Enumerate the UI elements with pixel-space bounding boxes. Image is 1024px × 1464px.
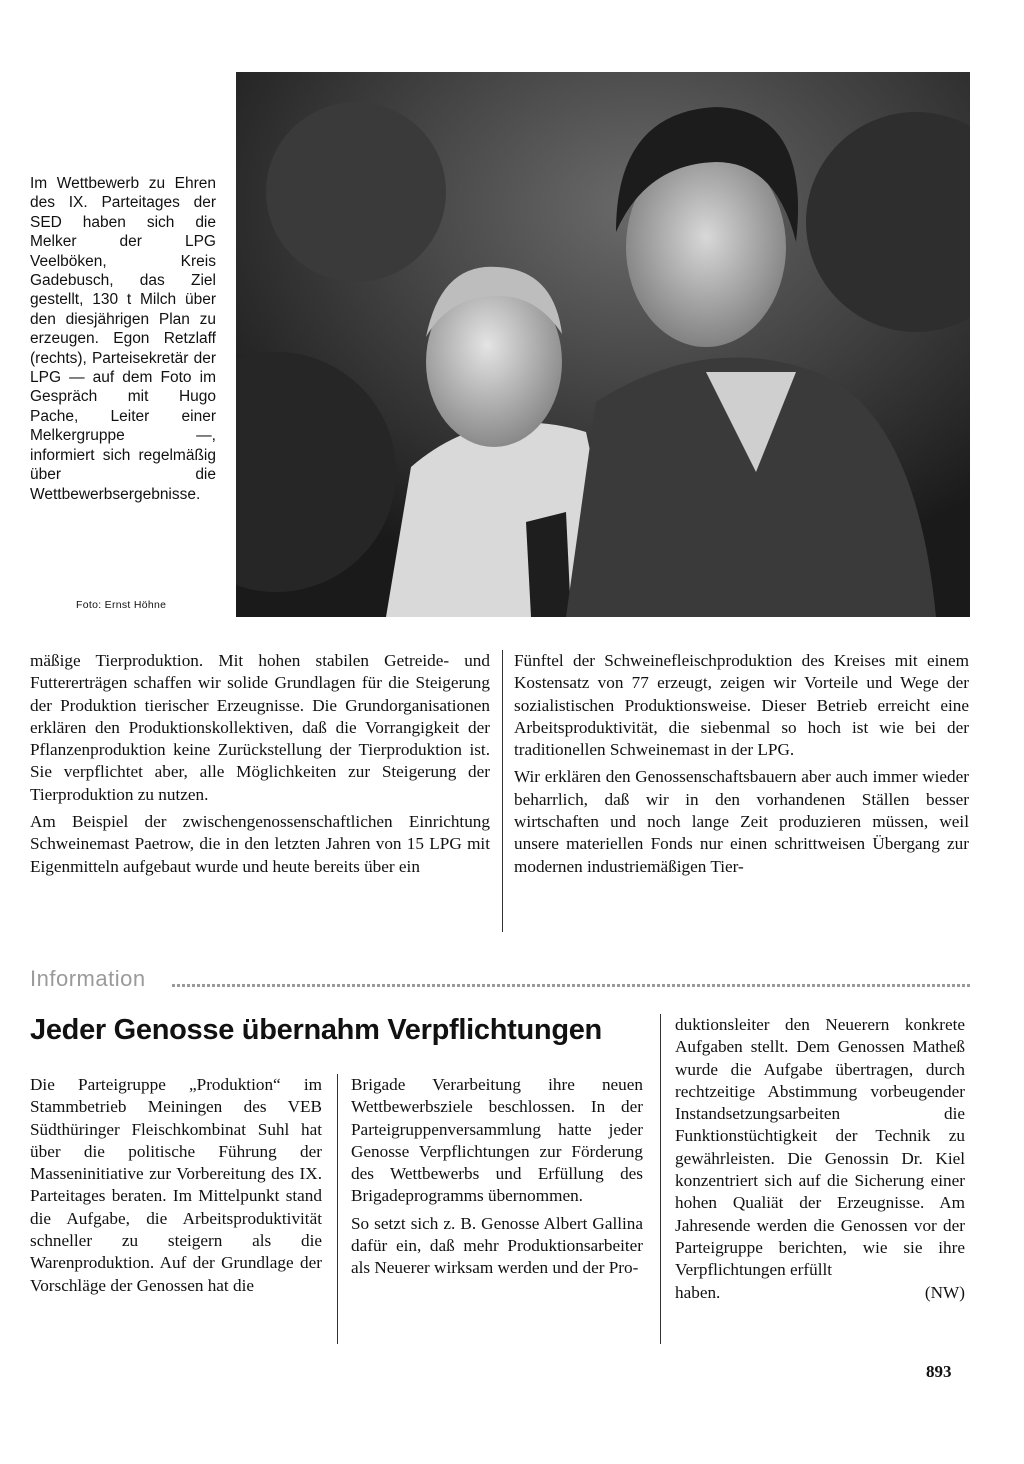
column-divider (502, 650, 503, 932)
column-divider (660, 1014, 661, 1344)
page-number: 893 (926, 1362, 952, 1381)
column-divider (337, 1074, 338, 1344)
photo-credit: Foto: Ernst Höhne (76, 599, 167, 611)
paragraph: So setzt sich z. B. Genosse Albert Gallina dafür ein, daß mehr Produktionsarbeiter als Neuerer wirksam werden und der Pro- (351, 1213, 643, 1278)
section-header (30, 966, 970, 996)
paragraph: Am Beispiel der zwischengenossenschaftlichen Einrichtung Schweinemast Paetrow, die in den letzten Jahren von 15 LPG mit Eigenmitteln aufgebaut wurde und heute bereits über ein (30, 812, 490, 876)
paragraph: duktionsleiter den Neuerern konkrete Aufgaben stellt. Dem Genossen Matheß wurde die Aufgabe übertragen, durch rechtzeitige Abstimmung vorbeugender Instandsetzungsarbeiten die Funktionstüchtigkeit der Technik zu gewährleisten. Die Genossin Dr. Kiel konzentriert sich auf die Sicherung einer hohen Qualiät der Erzeugnisse. Am Jahresende werden die Genossen vor der Parteigruppe berichten, wie sie ihre Verpflichtungen erfüllt (675, 1015, 965, 1280)
article-column-3 (675, 1014, 965, 1304)
article-column-2 (351, 1074, 643, 1280)
author-signature: (NW) (924, 1282, 965, 1302)
article-signoff (675, 1282, 965, 1304)
section-rule (172, 984, 970, 987)
paragraph: Die Parteigruppe „Produktion“ im Stammbetrieb Meiningen des VEB Südthüringer Fleischkombinat Suhl hat über die politische Führung der Masseninitiative zur Vorbereitung des IX. Parteitages beraten. Im Mittelpunkt stand die Aufgabe, die Arbeitsproduktivität schneller zu steigern als die Warenproduktion. Auf der Grundlage der Vorschläge der Genossen hat die (30, 1075, 322, 1295)
article-column-1 (30, 1074, 322, 1297)
paragraph: Fünftel der Schweinefleischproduktion des Kreises mit einem Kostensatz von 77 erzeugt, zeigen wir Vorteile und Wege der sozialistischen Produktionsweise. Dieser Betrieb erreicht eine Arbeitsproduktivität, die siebenmal so hoch ist wie bei der traditionellen Schweinemast in der LPG. (514, 651, 969, 760)
photo (236, 72, 970, 617)
last-word: haben. (675, 1282, 721, 1302)
article-column-right (514, 650, 969, 878)
paragraph: Wir erklären den Genossenschaftsbauern aber auch immer wieder beharrlich, daß wir in den vorhandenen Ställen besser wirtschaften und noch lange Zeit produzieren müssen, weil unsere materiellen Fonds nur einen schrittweisen Übergang zur modernen industriemäßigen Tier- (514, 767, 969, 876)
article-headline: Jeder Genosse übernahm Verpflichtungen (30, 1014, 602, 1046)
paragraph: Brigade Verarbeitung ihre neuen Wettbewerbsziele beschlossen. In der Parteigruppenversammlung hatte jeder Genosse Verpflichtungen zur Förderung des Wettbewerbs und Erfüllung des Brigadeprogramms übernommen. (351, 1075, 643, 1206)
article-column-left (30, 650, 490, 878)
paragraph: mäßige Tierproduktion. Mit hohen stabilen Getreide- und Futtererträgen schaffen wir solide Grundlagen für die Steigerung der Produktion tierischer Erzeugnisse. Die Grundorganisationen erklären den Produktionskollektiven, daß die Vorrangigkeit der Pflanzenproduktion keine Zurückstellung der Tierproduktion ist. Sie verpflichtet aber, alle Möglichkeiten zur Steigerung der Tierproduktion zu nutzen. (30, 651, 490, 804)
foliage-blob (266, 102, 446, 282)
section-label: Information (30, 966, 146, 991)
fence-post (526, 512, 571, 617)
photo-caption: Im Wettbewerb zu Ehren des IX. Parteitages der SED haben sich die Melker der LPG Veelböken, Kreis Gadebusch, das Ziel gestellt, 130 t Milch über den diesjährigen Plan zu erzeugen. Egon Retzlaff (rechts), Parteisekretär der LPG — auf dem Foto im Gespräch mit Hugo Pache, Leiter einer Melkergruppe —, informiert sich regelmäßig über die Wettbewerbsergebnisse. (30, 175, 216, 503)
